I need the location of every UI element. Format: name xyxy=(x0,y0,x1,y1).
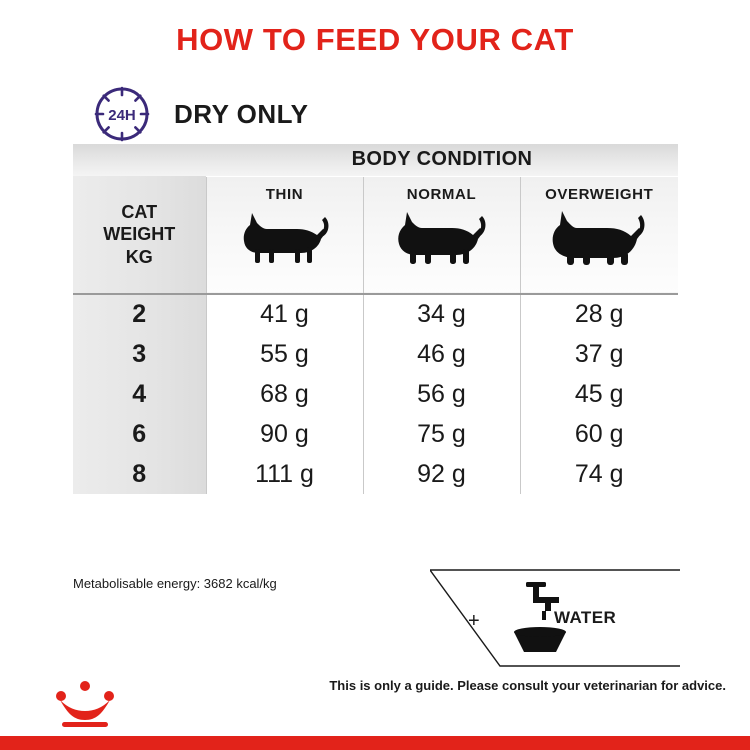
cell-thin: 111 g xyxy=(206,454,363,494)
table-row xyxy=(73,454,678,494)
clock-24h-label: 24H xyxy=(108,107,136,124)
cell-overweight: 60 g xyxy=(520,414,678,454)
table-column-header-row xyxy=(73,176,678,294)
overweight-cat-icon xyxy=(521,209,679,270)
body-condition-header: BODY CONDITION xyxy=(206,144,678,176)
cell-thin: 55 g xyxy=(206,334,363,374)
column-header-normal xyxy=(363,176,520,294)
cell-thin: 90 g xyxy=(206,414,363,454)
cell-normal: 75 g xyxy=(363,414,520,454)
cell-thin: 41 g xyxy=(206,294,363,334)
cell-weight: 4 xyxy=(73,374,206,414)
column-label-thin: THIN xyxy=(265,185,304,203)
cell-thin: 68 g xyxy=(206,374,363,414)
weight-header-line-1: CAT xyxy=(121,201,158,222)
cat-weight-header xyxy=(73,176,206,294)
cell-normal: 56 g xyxy=(363,374,520,414)
column-header-thin xyxy=(206,176,363,294)
disclaimer-text: This is only a guide. Please consult your veterinarian for advice. xyxy=(329,678,726,693)
table-row xyxy=(73,334,678,374)
feeding-table xyxy=(73,144,678,494)
cell-weight: 3 xyxy=(73,334,206,374)
feeding-mode-header xyxy=(92,84,309,144)
cell-weight: 8 xyxy=(73,454,206,494)
page-title: HOW TO FEED YOUR CAT xyxy=(176,22,574,57)
normal-cat-icon xyxy=(364,209,520,270)
cell-normal: 34 g xyxy=(363,294,520,334)
weight-header-line-2: WEIGHT xyxy=(103,224,176,245)
table-group-header-row xyxy=(73,144,678,176)
cell-normal: 46 g xyxy=(363,334,520,374)
royal-canin-crown-icon xyxy=(48,680,122,732)
cell-overweight: 37 g xyxy=(520,334,678,374)
cell-weight: 2 xyxy=(73,294,206,334)
table-row xyxy=(73,374,678,414)
cell-weight: 6 xyxy=(73,414,206,454)
water-plus-sign: + xyxy=(468,610,480,632)
cell-normal: 92 g xyxy=(363,454,520,494)
cell-overweight: 28 g xyxy=(520,294,678,334)
water-label: WATER xyxy=(554,608,617,627)
water-callout xyxy=(430,568,680,668)
clock-24h-icon xyxy=(92,84,152,144)
feeding-mode-label: DRY ONLY xyxy=(174,98,309,129)
footer-accent-bar xyxy=(0,736,750,750)
column-label-overweight: OVERWEIGHT xyxy=(545,185,654,203)
table-row xyxy=(73,414,678,454)
column-label-normal: NORMAL xyxy=(406,185,477,203)
cell-overweight: 74 g xyxy=(520,454,678,494)
table-row xyxy=(73,294,678,334)
column-header-overweight xyxy=(520,176,678,294)
metabolisable-energy-note: Metabolisable energy: 3682 kcal/kg xyxy=(73,576,277,591)
thin-cat-icon xyxy=(207,209,363,270)
weight-header-line-3: KG xyxy=(125,246,153,267)
cell-overweight: 45 g xyxy=(520,374,678,414)
